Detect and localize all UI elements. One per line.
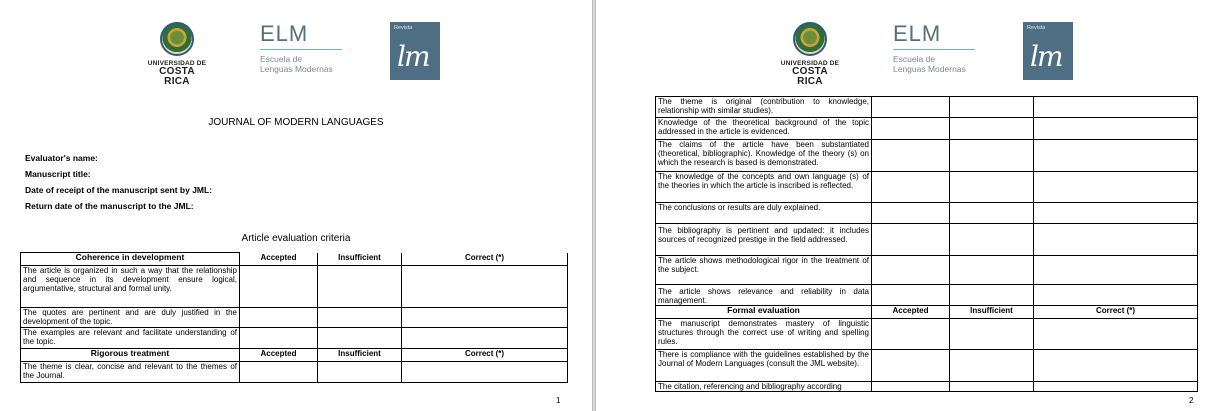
table-row	[21, 308, 568, 328]
correct-cell[interactable]	[402, 362, 568, 383]
accepted-cell[interactable]	[240, 266, 318, 308]
accepted-cell[interactable]	[872, 118, 950, 140]
manuscript-title-field: Manuscript title:	[25, 169, 91, 179]
col-insufficient: Insufficient	[318, 349, 402, 362]
insufficient-cell[interactable]	[950, 97, 1034, 118]
university-seal-icon	[160, 22, 194, 56]
document-page-1	[0, 0, 592, 411]
criteria-title: Article evaluation criteria	[241, 233, 351, 244]
page-number: 1	[556, 396, 561, 405]
correct-cell[interactable]	[1034, 224, 1198, 256]
criterion-text: The claims of the article have been substantiated (theoretical, bibliographic). Knowledge of the theory (s) on which the research is based is demonstrated.	[656, 140, 872, 172]
insufficient-cell[interactable]	[318, 266, 402, 308]
table-row	[656, 382, 1198, 392]
elm-divider	[260, 49, 342, 50]
criterion-text: The article shows methodological rigor in the treatment of the subject.	[656, 256, 872, 285]
criterion-text: Knowledge of the theoretical background of the topic addressed in the article is evidenced.	[656, 118, 872, 140]
correct-cell[interactable]	[402, 266, 568, 308]
criterion-text: The examples are relevant and facilitate understanding of the topic.	[21, 328, 240, 349]
accepted-cell[interactable]	[872, 172, 950, 203]
criterion-text: There is compliance with the guidelines established by the Journal of Modern Languages (consult the JML website).	[656, 350, 872, 382]
insufficient-cell[interactable]	[318, 308, 402, 328]
insufficient-cell[interactable]	[950, 319, 1034, 350]
section-header-row	[21, 253, 568, 266]
evaluation-table-page2	[655, 96, 1198, 392]
table-row	[656, 172, 1198, 203]
university-line1: UNIVERSIDAD DE	[780, 60, 840, 67]
correct-cell[interactable]	[1034, 118, 1198, 140]
col-correct: Correct (*)	[402, 253, 568, 266]
elm-subtitle-1: Escuela de	[893, 54, 936, 64]
page-header	[145, 21, 455, 87]
table-row	[656, 203, 1198, 224]
table-row	[656, 350, 1198, 382]
correct-cell[interactable]	[1034, 256, 1198, 285]
elm-subtitle-1: Escuela de	[260, 54, 303, 64]
table-row	[656, 118, 1198, 140]
return-date-field: Return date of the manuscript to the JML:	[25, 201, 194, 211]
page-number: 2	[1189, 396, 1194, 405]
table-row	[656, 97, 1198, 118]
correct-cell[interactable]	[1034, 203, 1198, 224]
receipt-date-field: Date of receipt of the manuscript sent by JML:	[25, 185, 213, 195]
accepted-cell[interactable]	[240, 308, 318, 328]
col-correct: Correct (*)	[1034, 306, 1198, 319]
document-page-2	[596, 0, 1217, 411]
col-insufficient: Insufficient	[950, 306, 1034, 319]
elm-divider	[893, 49, 975, 50]
table-row	[656, 285, 1198, 306]
journal-title: JOURNAL OF MODERN LANGUAGES	[208, 117, 384, 128]
section-coherence: Coherence in development	[21, 253, 240, 266]
table-row	[21, 328, 568, 349]
rlm-label: Revista	[394, 25, 413, 31]
correct-cell[interactable]	[1034, 285, 1198, 306]
criterion-text: The conclusions or results are duly explained.	[656, 203, 872, 224]
criterion-text: The bibliography is pertinent and updated: it includes sources of recognized prestige in the field addressed.	[656, 224, 872, 256]
col-correct: Correct (*)	[402, 349, 568, 362]
evaluator-name-field: Evaluator's name:	[25, 153, 98, 163]
accepted-cell[interactable]	[872, 140, 950, 172]
criterion-text: The article shows relevance and reliability in data management.	[656, 285, 872, 306]
criterion-text: The knowledge of the concepts and own language (s) of the theories in which the article is inscribed is reflected.	[656, 172, 872, 203]
insufficient-cell[interactable]	[950, 382, 1034, 392]
rlm-mark: lm	[397, 40, 429, 73]
elm-subtitle-2: Lenguas Modernas	[260, 64, 333, 74]
insufficient-cell[interactable]	[950, 256, 1034, 285]
table-row	[656, 224, 1198, 256]
accepted-cell[interactable]	[240, 362, 318, 383]
page-header	[778, 21, 1088, 87]
insufficient-cell[interactable]	[950, 350, 1034, 382]
insufficient-cell[interactable]	[950, 118, 1034, 140]
table-row	[21, 362, 568, 383]
table-row	[656, 319, 1198, 350]
accepted-cell[interactable]	[872, 97, 950, 118]
insufficient-cell[interactable]	[950, 224, 1034, 256]
correct-cell[interactable]	[1034, 172, 1198, 203]
university-line2: COSTA RICA	[159, 66, 195, 87]
accepted-cell[interactable]	[872, 382, 950, 392]
criterion-text: The theme is clear, concise and relevant to the themes of the Journal.	[21, 362, 240, 383]
section-formal: Formal evaluation	[656, 306, 872, 319]
insufficient-cell[interactable]	[950, 172, 1034, 203]
section-header-row	[21, 349, 568, 362]
criterion-text: The quotes are pertinent and are duly justified in the development of the topic.	[21, 308, 240, 328]
criterion-text: The citation, referencing and bibliography according	[656, 382, 872, 392]
criterion-text: The article is organized in such a way that the relationship and sequence in its development ensure logical, argumentative, structural and formal unity.	[21, 266, 240, 308]
university-logo	[145, 22, 209, 87]
correct-cell[interactable]	[1034, 97, 1198, 118]
elm-logo	[893, 22, 975, 74]
section-header-row	[656, 306, 1198, 319]
evaluation-table-page1	[20, 252, 568, 383]
university-logo	[778, 22, 842, 87]
insufficient-cell[interactable]	[318, 328, 402, 349]
insufficient-cell[interactable]	[950, 203, 1034, 224]
insufficient-cell[interactable]	[318, 362, 402, 383]
elm-logo	[260, 22, 342, 74]
col-insufficient: Insufficient	[318, 253, 402, 266]
accepted-cell[interactable]	[872, 285, 950, 306]
col-accepted: Accepted	[240, 349, 318, 362]
col-accepted: Accepted	[872, 306, 950, 319]
insufficient-cell[interactable]	[950, 285, 1034, 306]
criterion-text: The manuscript demonstrates mastery of linguistic structures through the correct use of writing and spelling rules.	[656, 319, 872, 350]
accepted-cell[interactable]	[872, 256, 950, 285]
correct-cell[interactable]	[1034, 140, 1198, 172]
evaluator-fields	[25, 153, 212, 217]
correct-cell[interactable]	[1034, 350, 1198, 382]
insufficient-cell[interactable]	[950, 140, 1034, 172]
correct-cell[interactable]	[402, 328, 568, 349]
university-line2: COSTA RICA	[792, 66, 828, 87]
col-accepted: Accepted	[240, 253, 318, 266]
rlm-label: Revista	[1027, 25, 1046, 31]
accepted-cell[interactable]	[872, 319, 950, 350]
table-row	[21, 266, 568, 308]
section-rigorous: Rigorous treatment	[21, 349, 240, 362]
correct-cell[interactable]	[1034, 319, 1198, 350]
university-line1: UNIVERSIDAD DE	[147, 60, 207, 67]
rlm-logo	[1023, 22, 1073, 80]
accepted-cell[interactable]	[872, 350, 950, 382]
elm-title: ELM	[893, 21, 942, 46]
elm-title: ELM	[260, 21, 309, 46]
university-seal-icon	[793, 22, 827, 56]
elm-subtitle-2: Lenguas Modernas	[893, 64, 966, 74]
accepted-cell[interactable]	[240, 328, 318, 349]
correct-cell[interactable]	[402, 308, 568, 328]
accepted-cell[interactable]	[872, 203, 950, 224]
correct-cell[interactable]	[1034, 382, 1198, 392]
rlm-mark: lm	[1030, 40, 1062, 73]
accepted-cell[interactable]	[872, 224, 950, 256]
table-row	[656, 256, 1198, 285]
criterion-text: The theme is original (contribution to knowledge, relationship with similar studies).	[656, 97, 872, 118]
table-row	[656, 140, 1198, 172]
rlm-logo	[390, 22, 440, 80]
